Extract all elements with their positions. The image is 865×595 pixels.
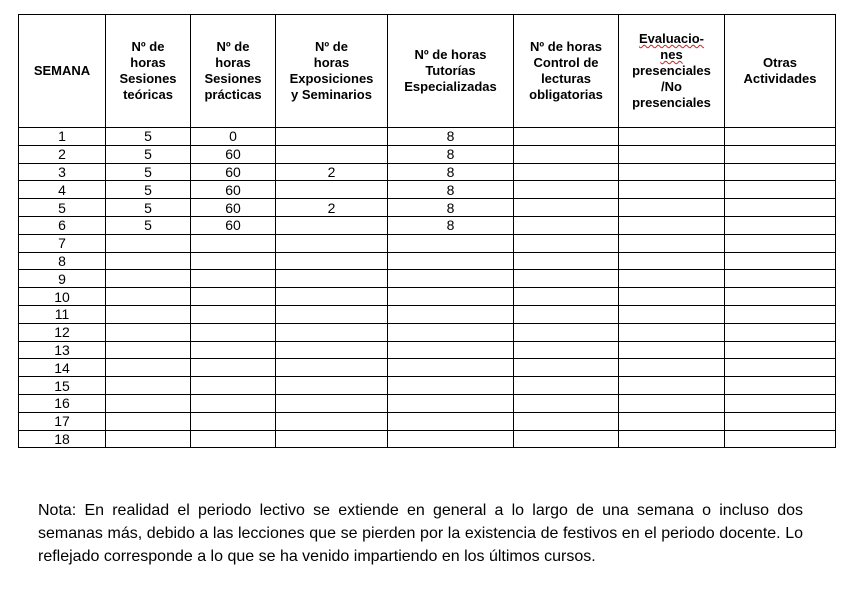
table-cell [514, 430, 619, 448]
column-header: Evaluacio- nes presenciales /No presenciales [619, 15, 725, 128]
table-cell: 0 [191, 128, 276, 146]
table-cell [106, 412, 191, 430]
week-number-cell: 16 [19, 394, 106, 412]
table-cell [276, 412, 388, 430]
table-cell [106, 288, 191, 306]
schedule-table [18, 14, 836, 448]
footnote: Nota: En realidad el periodo lectivo se extiende en general a lo largo de una semana o incluso dos semanas más, debido a las lecciones que se pierden por la existencia de festivos en el periodo docente. Lo reflejado corresponde a lo que se ha venido impartiendo en los últimos cursos. [38, 502, 803, 565]
table-row [19, 199, 836, 217]
table-cell [276, 430, 388, 448]
table-cell [388, 288, 514, 306]
table-row [19, 288, 836, 306]
table-cell [619, 270, 725, 288]
week-number-cell: 4 [19, 181, 106, 199]
table-cell [388, 430, 514, 448]
table-cell: 8 [388, 163, 514, 181]
table-row [19, 377, 836, 395]
week-number-cell: 15 [19, 377, 106, 395]
table-cell [276, 341, 388, 359]
table-cell [619, 216, 725, 234]
table-cell: 60 [191, 199, 276, 217]
table-cell [514, 412, 619, 430]
table-cell [725, 430, 836, 448]
table-cell [619, 128, 725, 146]
week-number-cell: 12 [19, 323, 106, 341]
table-cell [725, 199, 836, 217]
table-cell: 60 [191, 216, 276, 234]
week-number-cell: 9 [19, 270, 106, 288]
table-cell [276, 252, 388, 270]
table-row [19, 181, 836, 199]
table-cell [106, 377, 191, 395]
table-cell: 60 [191, 181, 276, 199]
table-cell [191, 288, 276, 306]
table-cell [191, 234, 276, 252]
table-cell [725, 341, 836, 359]
table-cell [191, 270, 276, 288]
table-cell [514, 305, 619, 323]
table-cell [725, 305, 836, 323]
table-cell [514, 163, 619, 181]
table-cell [619, 323, 725, 341]
table-cell [619, 377, 725, 395]
table-row [19, 341, 836, 359]
table-cell [514, 359, 619, 377]
week-number-cell: 7 [19, 234, 106, 252]
table-row [19, 305, 836, 323]
table-cell [514, 323, 619, 341]
table-cell: 2 [276, 199, 388, 217]
table-cell [619, 430, 725, 448]
week-number-cell: 1 [19, 128, 106, 146]
table-cell [619, 341, 725, 359]
table-row [19, 163, 836, 181]
table-cell [276, 145, 388, 163]
table-cell [725, 323, 836, 341]
table-cell: 2 [276, 163, 388, 181]
table-cell [106, 323, 191, 341]
table-cell [106, 234, 191, 252]
table-cell [388, 252, 514, 270]
table-cell [619, 305, 725, 323]
week-number-cell: 6 [19, 216, 106, 234]
table-cell [388, 270, 514, 288]
table-cell [725, 234, 836, 252]
table-cell [106, 270, 191, 288]
table-cell [106, 305, 191, 323]
table-cell [725, 394, 836, 412]
table-cell [388, 234, 514, 252]
table-cell [619, 163, 725, 181]
table-cell [619, 145, 725, 163]
table-cell: 5 [106, 163, 191, 181]
table-cell [725, 252, 836, 270]
table-cell [106, 341, 191, 359]
table-cell: 5 [106, 145, 191, 163]
table-cell [276, 234, 388, 252]
table-row [19, 323, 836, 341]
table-cell [191, 341, 276, 359]
table-cell: 5 [106, 216, 191, 234]
table-cell [106, 430, 191, 448]
table-cell [619, 181, 725, 199]
table-cell [388, 323, 514, 341]
table-cell: 8 [388, 199, 514, 217]
table-cell [619, 412, 725, 430]
table-cell [388, 412, 514, 430]
table-cell [725, 181, 836, 199]
table-row [19, 234, 836, 252]
table-row [19, 128, 836, 146]
column-header: Nº de horas Tutorías Especializadas [388, 15, 514, 128]
table-cell [191, 377, 276, 395]
table-header [19, 15, 836, 128]
table-cell: 5 [106, 181, 191, 199]
table-cell [276, 323, 388, 341]
table-cell [191, 305, 276, 323]
table-cell [276, 377, 388, 395]
table-cell [725, 163, 836, 181]
table-cell [106, 359, 191, 377]
week-number-cell: 10 [19, 288, 106, 306]
table-cell [106, 394, 191, 412]
table-cell [514, 252, 619, 270]
table-cell [619, 252, 725, 270]
table-cell [725, 412, 836, 430]
table-cell [514, 234, 619, 252]
table-cell [725, 216, 836, 234]
table-row [19, 216, 836, 234]
table-body [19, 128, 836, 448]
table-cell [514, 199, 619, 217]
table-cell: 8 [388, 128, 514, 146]
table-cell [514, 394, 619, 412]
week-number-cell: 5 [19, 199, 106, 217]
table-cell [514, 341, 619, 359]
week-number-cell: 11 [19, 305, 106, 323]
column-header: SEMANA [19, 15, 106, 128]
table-row [19, 270, 836, 288]
table-cell [725, 359, 836, 377]
table-cell: 5 [106, 199, 191, 217]
table-cell: 60 [191, 145, 276, 163]
week-number-cell: 2 [19, 145, 106, 163]
table-row [19, 430, 836, 448]
table-cell [388, 394, 514, 412]
table-cell [276, 128, 388, 146]
table-cell [514, 128, 619, 146]
table-cell [276, 181, 388, 199]
column-header: Nº de horas Sesiones teóricas [106, 15, 191, 128]
table-cell: 5 [106, 128, 191, 146]
table-cell: 8 [388, 216, 514, 234]
column-header: Nº de horas Exposiciones y Seminarios [276, 15, 388, 128]
table-cell [191, 252, 276, 270]
table-cell [191, 323, 276, 341]
table-cell [388, 377, 514, 395]
table-cell [388, 305, 514, 323]
table-cell [514, 145, 619, 163]
table-cell [276, 288, 388, 306]
table-cell [276, 359, 388, 377]
table-cell [514, 216, 619, 234]
table-cell [276, 216, 388, 234]
table-cell [619, 394, 725, 412]
table-cell: 60 [191, 163, 276, 181]
column-header: Otras Actividades [725, 15, 836, 128]
table-cell [191, 394, 276, 412]
table-cell [619, 359, 725, 377]
week-number-cell: 17 [19, 412, 106, 430]
table-cell [725, 288, 836, 306]
table-cell [191, 359, 276, 377]
table-cell [106, 252, 191, 270]
table-cell: 8 [388, 181, 514, 199]
table-cell [725, 128, 836, 146]
table-cell [191, 412, 276, 430]
table-cell [514, 377, 619, 395]
table-cell [725, 270, 836, 288]
week-number-cell: 3 [19, 163, 106, 181]
header-row [19, 15, 836, 128]
table-cell [514, 181, 619, 199]
table-row [19, 394, 836, 412]
week-number-cell: 13 [19, 341, 106, 359]
table-cell [619, 199, 725, 217]
week-number-cell: 14 [19, 359, 106, 377]
table-cell [619, 288, 725, 306]
table-cell [514, 288, 619, 306]
table-row [19, 145, 836, 163]
table-cell [276, 394, 388, 412]
table-cell [388, 341, 514, 359]
table-cell [388, 359, 514, 377]
table-row [19, 412, 836, 430]
table-row [19, 252, 836, 270]
table-cell [276, 270, 388, 288]
column-header: Nº de horas Sesiones prácticas [191, 15, 276, 128]
table-cell [276, 305, 388, 323]
table-cell [619, 234, 725, 252]
table-cell [191, 430, 276, 448]
table-cell [725, 377, 836, 395]
column-header: Nº de horas Control de lecturas obligatorias [514, 15, 619, 128]
table-cell: 8 [388, 145, 514, 163]
week-number-cell: 18 [19, 430, 106, 448]
table-cell [725, 145, 836, 163]
week-number-cell: 8 [19, 252, 106, 270]
table-cell [514, 270, 619, 288]
table-row [19, 359, 836, 377]
